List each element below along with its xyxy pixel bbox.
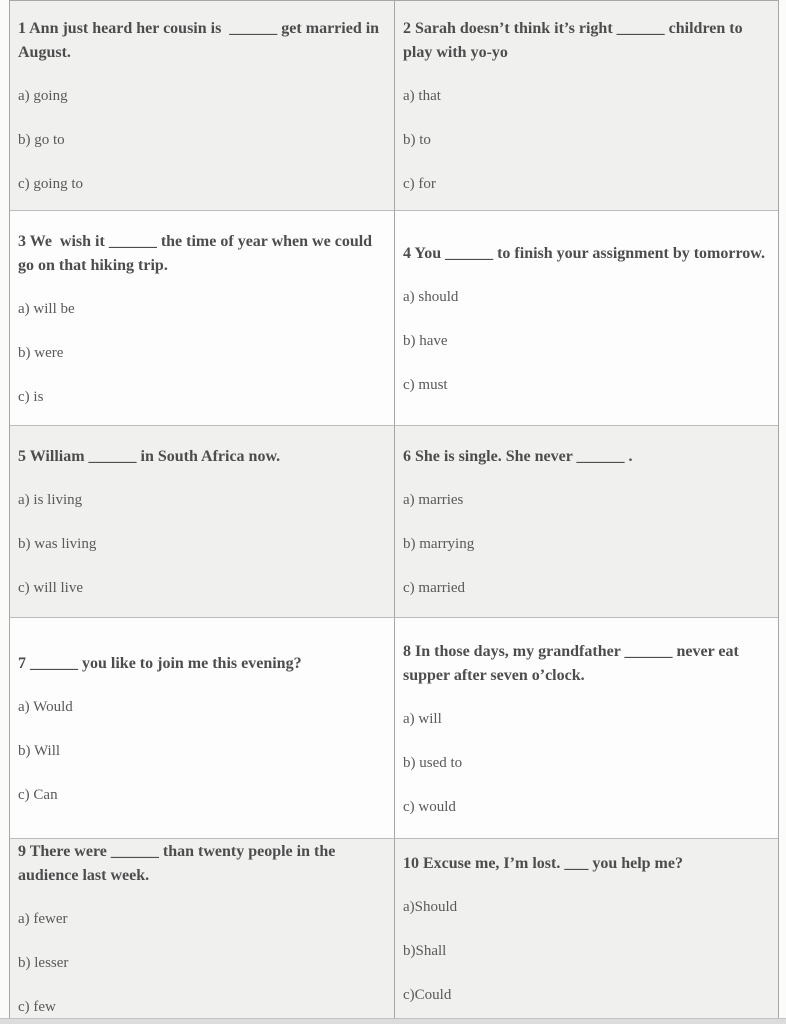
option-b: b) to — [403, 132, 431, 148]
option-c: c) will live — [18, 580, 83, 596]
question-cell-9 — [10, 839, 395, 1018]
question-cell-7 — [10, 618, 395, 839]
question-text: 5 William ______ in South Africa now. — [18, 448, 281, 465]
option-c: c) going to — [18, 176, 83, 192]
question-text: 7 ______ you like to join me this evening? — [18, 654, 302, 672]
option-c: c) few — [18, 999, 56, 1015]
bottom-edge-strip — [0, 1018, 786, 1024]
option-b: b) used to — [403, 754, 463, 771]
question-cell-8 — [395, 618, 778, 839]
option-a: a) going — [18, 88, 68, 104]
question-text: 3 We wish it ______ the time of year when we could go on that hiking trip. — [18, 232, 377, 274]
option-a: a) Would — [18, 698, 73, 715]
question-text: 10 Excuse me, I’m lost. ___ you help me? — [403, 855, 683, 872]
option-b: b) marrying — [403, 536, 475, 552]
option-c: c) would — [403, 798, 456, 815]
option-b: b) were — [18, 344, 64, 361]
option-a: a) will be — [18, 300, 75, 317]
option-c: c) Can — [18, 786, 58, 803]
question-cell-4 — [395, 211, 778, 426]
question-text: 2 Sarah doesn’t think it’s right ______ children to play with yo-yo — [403, 20, 747, 61]
option-a: a) fewer — [18, 911, 68, 927]
option-b: b) was living — [18, 536, 97, 552]
question-cell-10 — [395, 839, 778, 1018]
question-text: 9 There were ______ than twenty people in the audience last week. — [18, 843, 340, 884]
option-a: a) will — [403, 710, 442, 727]
option-c: c) married — [403, 580, 466, 596]
question-cell-3 — [10, 211, 395, 426]
question-text: 6 She is single. She never ______ . — [403, 448, 633, 465]
option-b: b)Shall — [403, 943, 447, 959]
question-text: 8 In those days, my grandfather ______ never eat supper after seven o’clock. — [403, 642, 743, 684]
option-b: b) go to — [18, 132, 65, 148]
question-cell-1 — [10, 1, 395, 211]
option-b: b) lesser — [18, 955, 69, 971]
question-text: 1 Ann just heard her cousin is ______ get married in August. — [18, 20, 383, 61]
option-a: a) is living — [18, 492, 83, 508]
option-a: a) should — [403, 288, 459, 305]
option-c: c)Could — [403, 987, 452, 1003]
question-cell-6 — [395, 426, 778, 618]
question-cell-2 — [395, 1, 778, 211]
option-b: b) have — [403, 332, 448, 349]
option-b: b) Will — [18, 742, 61, 759]
option-a: a) that — [403, 88, 441, 104]
question-text: 4 You ______ to finish your assignment by tomorrow. — [403, 244, 765, 262]
option-c: c) for — [403, 176, 436, 192]
option-a: a) marries — [403, 492, 464, 508]
question-cell-5 — [10, 426, 395, 618]
option-c: c) is — [18, 388, 44, 405]
option-c: c) must — [403, 376, 448, 393]
quiz-table — [9, 0, 779, 1018]
option-a: a)Should — [403, 899, 458, 915]
